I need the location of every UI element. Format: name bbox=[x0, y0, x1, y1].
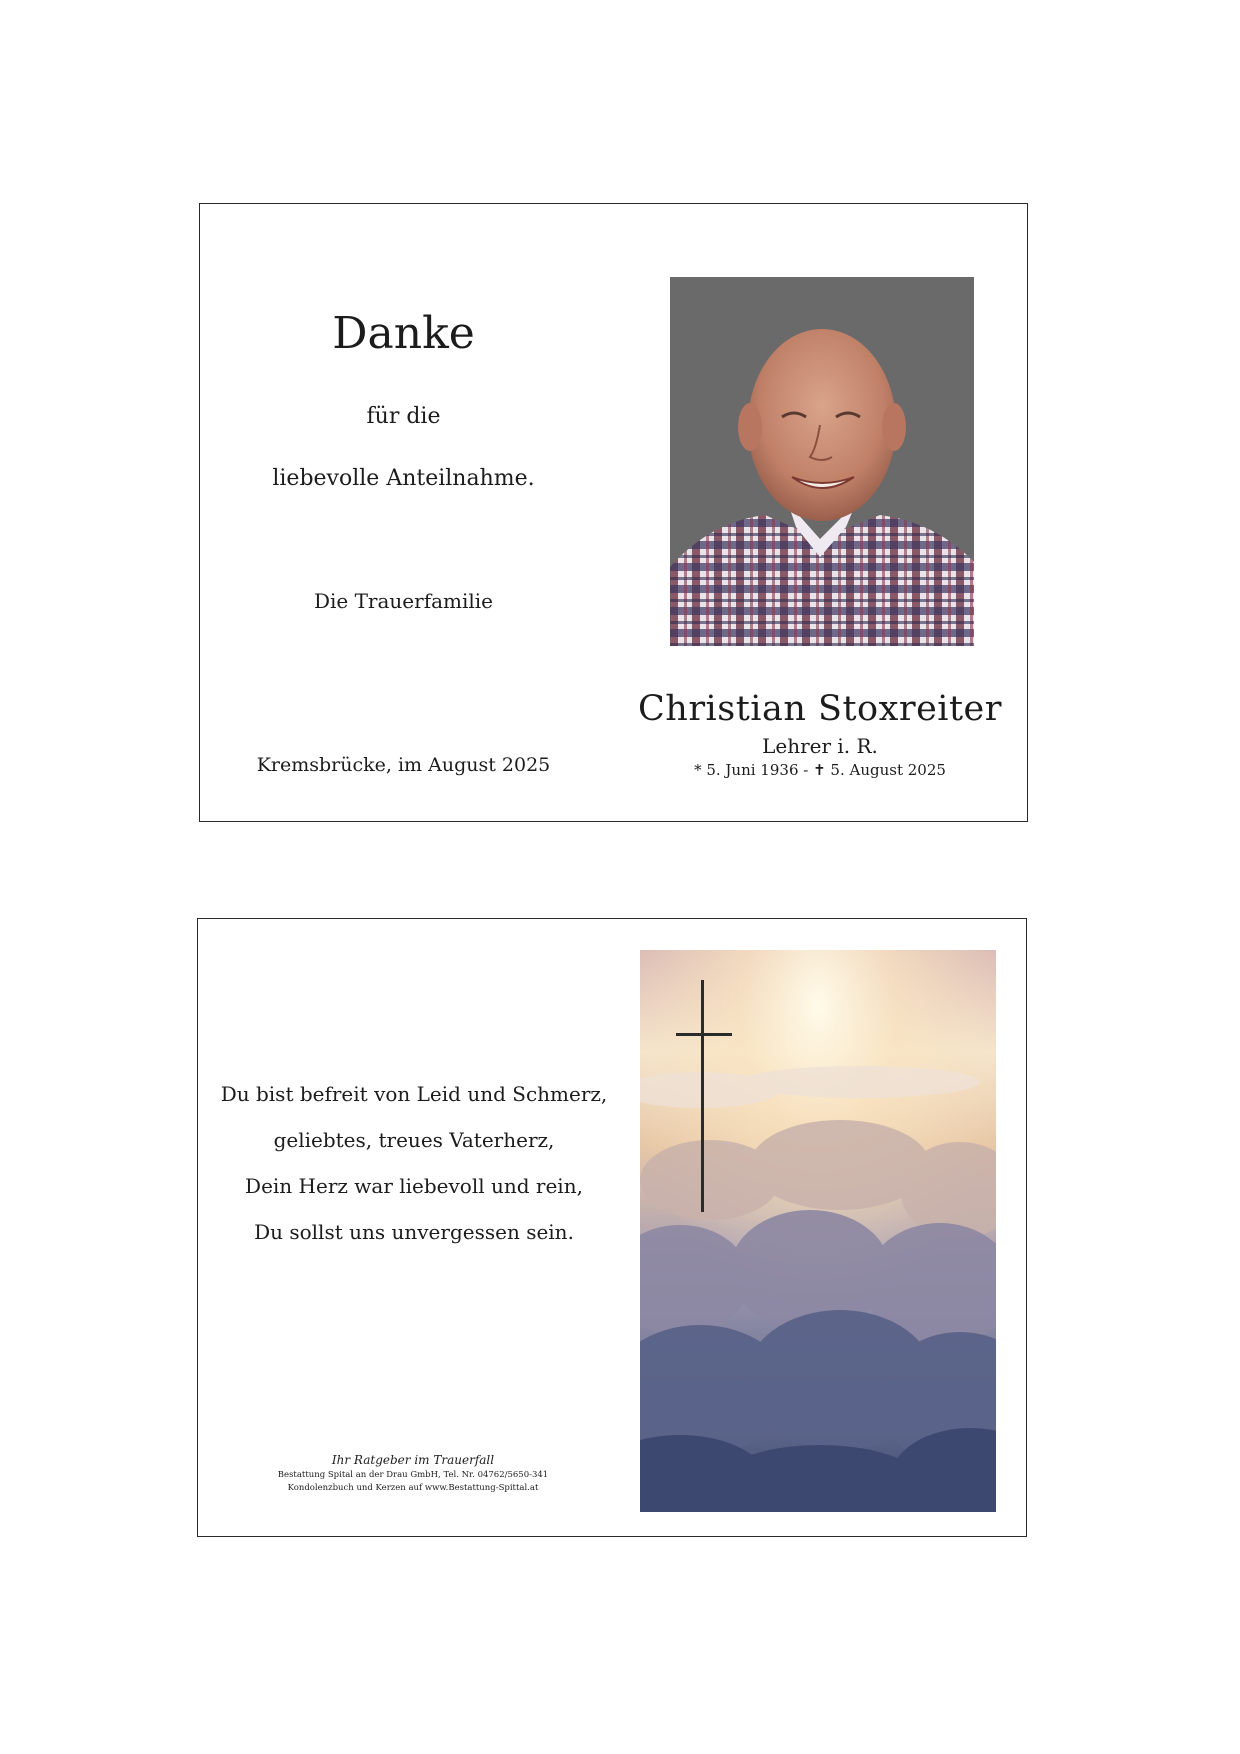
deceased-title: Lehrer i. R. bbox=[762, 734, 878, 758]
footer-website: Kondolenzbuch und Kerzen auf www.Bestattung-Spittal.at bbox=[287, 1483, 539, 1493]
thanks-heading: Danke bbox=[332, 308, 475, 359]
poem-line: Dein Herz war liebevoll und rein, bbox=[245, 1174, 583, 1198]
thanks-line-1: für die bbox=[366, 404, 441, 429]
thanks-line-2: liebevolle Anteilnahme. bbox=[272, 466, 535, 491]
deceased-name: Christian Stoxreiter bbox=[638, 689, 1002, 729]
clouds-cross-image bbox=[640, 950, 996, 1512]
footer-company: Bestattung Spital an der Drau GmbH, Tel. Nr. 04762/5650-341 bbox=[277, 1470, 549, 1480]
place-date: Kremsbrücke, im August 2025 bbox=[256, 754, 551, 776]
poem-line: geliebtes, treues Vaterherz, bbox=[273, 1128, 555, 1152]
life-dates: * 5. Juni 1936 - ✝ 5. August 2025 bbox=[694, 761, 946, 779]
poem-line: Du bist befreit von Leid und Schmerz, bbox=[220, 1082, 608, 1106]
funeral-home-footer bbox=[198, 1454, 628, 1495]
portrait-photo bbox=[670, 277, 974, 646]
front-card bbox=[199, 203, 1028, 822]
back-card bbox=[197, 918, 1027, 1537]
family-signature: Die Trauerfamilie bbox=[313, 589, 494, 613]
poem bbox=[198, 1071, 630, 1255]
poem-line: Du sollst uns unvergessen sein. bbox=[254, 1220, 574, 1244]
footer-tagline: Ihr Ratgeber im Trauerfall bbox=[331, 1453, 495, 1467]
